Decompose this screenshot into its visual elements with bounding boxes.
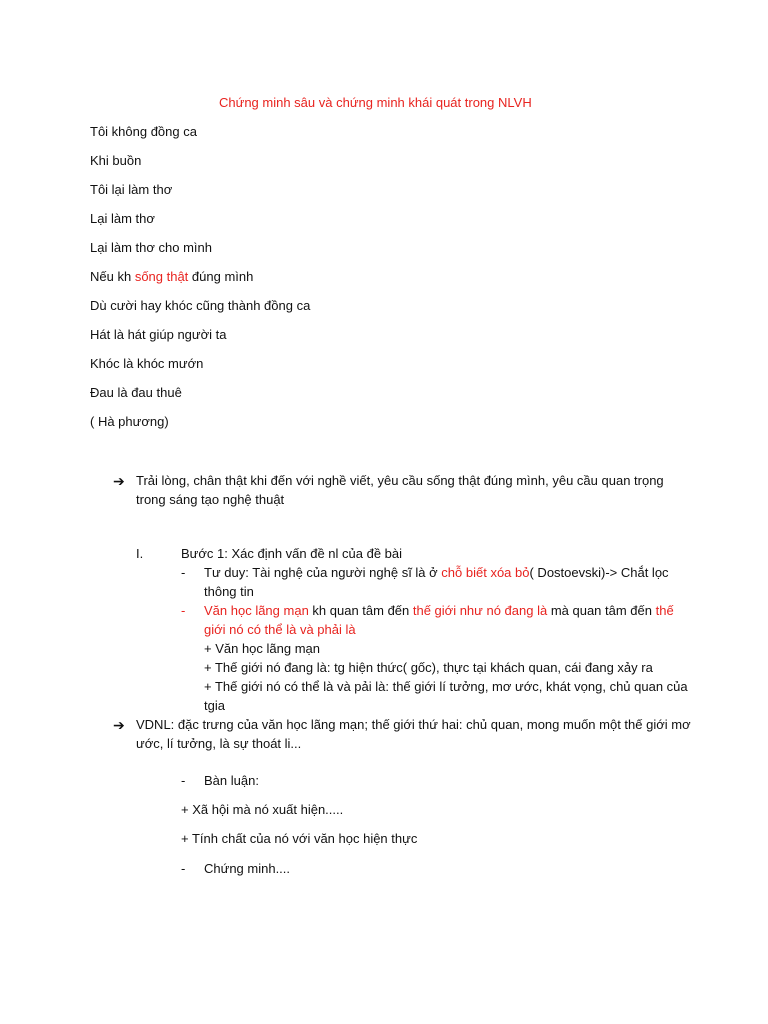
poem-author: ( Hà phương) bbox=[90, 414, 169, 429]
bullet2-plus-2: + Thế giới nó đang là: tg hiện thức( gốc), thực tại khách quan, cái đang xảy ra bbox=[204, 660, 653, 675]
proof-dash: - bbox=[181, 861, 186, 876]
bullet1-post: ( Dostoevski)-> Chắt lọc bbox=[529, 565, 669, 580]
poem-line-2: Khi buồn bbox=[90, 153, 142, 168]
bullet2-line-1 bbox=[204, 602, 674, 620]
bullet1-line-2: thông tin bbox=[204, 584, 254, 599]
bullet2-plus-3b: tgia bbox=[204, 698, 225, 713]
poem-line-9: Khóc là khóc mướn bbox=[90, 356, 204, 371]
bullet2-mid-1: kh quan tâm đến bbox=[308, 603, 413, 618]
arrow-right-icon: ➔ bbox=[113, 717, 125, 733]
poem-line-5: Lại làm thơ cho mình bbox=[90, 240, 212, 255]
poem-line-8: Hát là hát giúp người ta bbox=[90, 327, 227, 342]
step-numeral: I. bbox=[136, 546, 144, 561]
bullet1-highlight: chỗ biết xóa bỏ bbox=[441, 565, 530, 580]
bullet2-line-2: giới nó có thể là và phải là bbox=[204, 622, 356, 637]
bullet2-red-1: Văn học lãng mạn bbox=[204, 603, 309, 618]
step-title: Bước 1: Xác định vấn đề nl của đề bài bbox=[181, 546, 403, 561]
bullet1-line-1 bbox=[204, 564, 669, 582]
arrow1-line-1: Trải lòng, chân thật khi đến với nghề viết, yêu cầu sống thật đúng mình, yêu cầu quan trọng bbox=[136, 473, 664, 488]
bullet1-pre: Tư duy: Tài nghệ của người nghệ sĩ là ở bbox=[204, 565, 442, 580]
discussion-plus-2: + Tính chất của nó với văn học hiện thực bbox=[181, 831, 418, 846]
bullet2-red-2: thế giới như nó đang là bbox=[412, 603, 548, 618]
poem-line-6 bbox=[90, 268, 253, 286]
arrow2-line-1: VDNL: đặc trưng của văn học lãng mạn; thế giới thứ hai: chủ quan, mong muốn một thế giới mơ bbox=[136, 717, 691, 732]
bullet2-plus-3: + Thế giới nó có thể là và pải là: thế giới lí tưởng, mơ ước, khát vọng, chủ quan của bbox=[204, 679, 688, 694]
bullet2-plus-1: + Văn học lãng mạn bbox=[204, 641, 320, 656]
poem-line-6-highlight: sống thật bbox=[134, 269, 189, 284]
poem-line-4: Lại làm thơ bbox=[90, 211, 155, 226]
poem-line-3: Tôi lại làm thơ bbox=[90, 182, 173, 197]
bullet2-red-3: thế bbox=[655, 603, 674, 618]
bullet-dash-red: - bbox=[181, 603, 186, 618]
arrow1-line-2: trong sáng tạo nghệ thuật bbox=[136, 492, 285, 507]
bullet2-mid-2: mà quan tâm đến bbox=[547, 603, 656, 618]
poem-line-6-post: đúng mình bbox=[188, 269, 254, 284]
discussion-label: Bàn luận: bbox=[204, 773, 259, 788]
page-title: Chứng minh sâu và chứng minh khái quát trong NLVH bbox=[219, 95, 532, 110]
discussion-dash: - bbox=[181, 773, 186, 788]
proof-label: Chứng minh.... bbox=[204, 861, 291, 876]
poem-line-1: Tôi không đồng ca bbox=[90, 124, 197, 139]
poem-line-6-pre: Nếu kh bbox=[90, 269, 135, 284]
bullet-dash: - bbox=[181, 565, 186, 580]
poem-line-7: Dù cười hay khóc cũng thành đồng ca bbox=[90, 298, 311, 313]
arrow-right-icon: ➔ bbox=[113, 473, 125, 489]
arrow2-line-2: ước, lí tưởng, là sự thoát li... bbox=[136, 736, 302, 751]
discussion-plus-1: + Xã hội mà nó xuất hiện..... bbox=[181, 802, 344, 817]
poem-line-10: Đau là đau thuê bbox=[90, 385, 182, 400]
